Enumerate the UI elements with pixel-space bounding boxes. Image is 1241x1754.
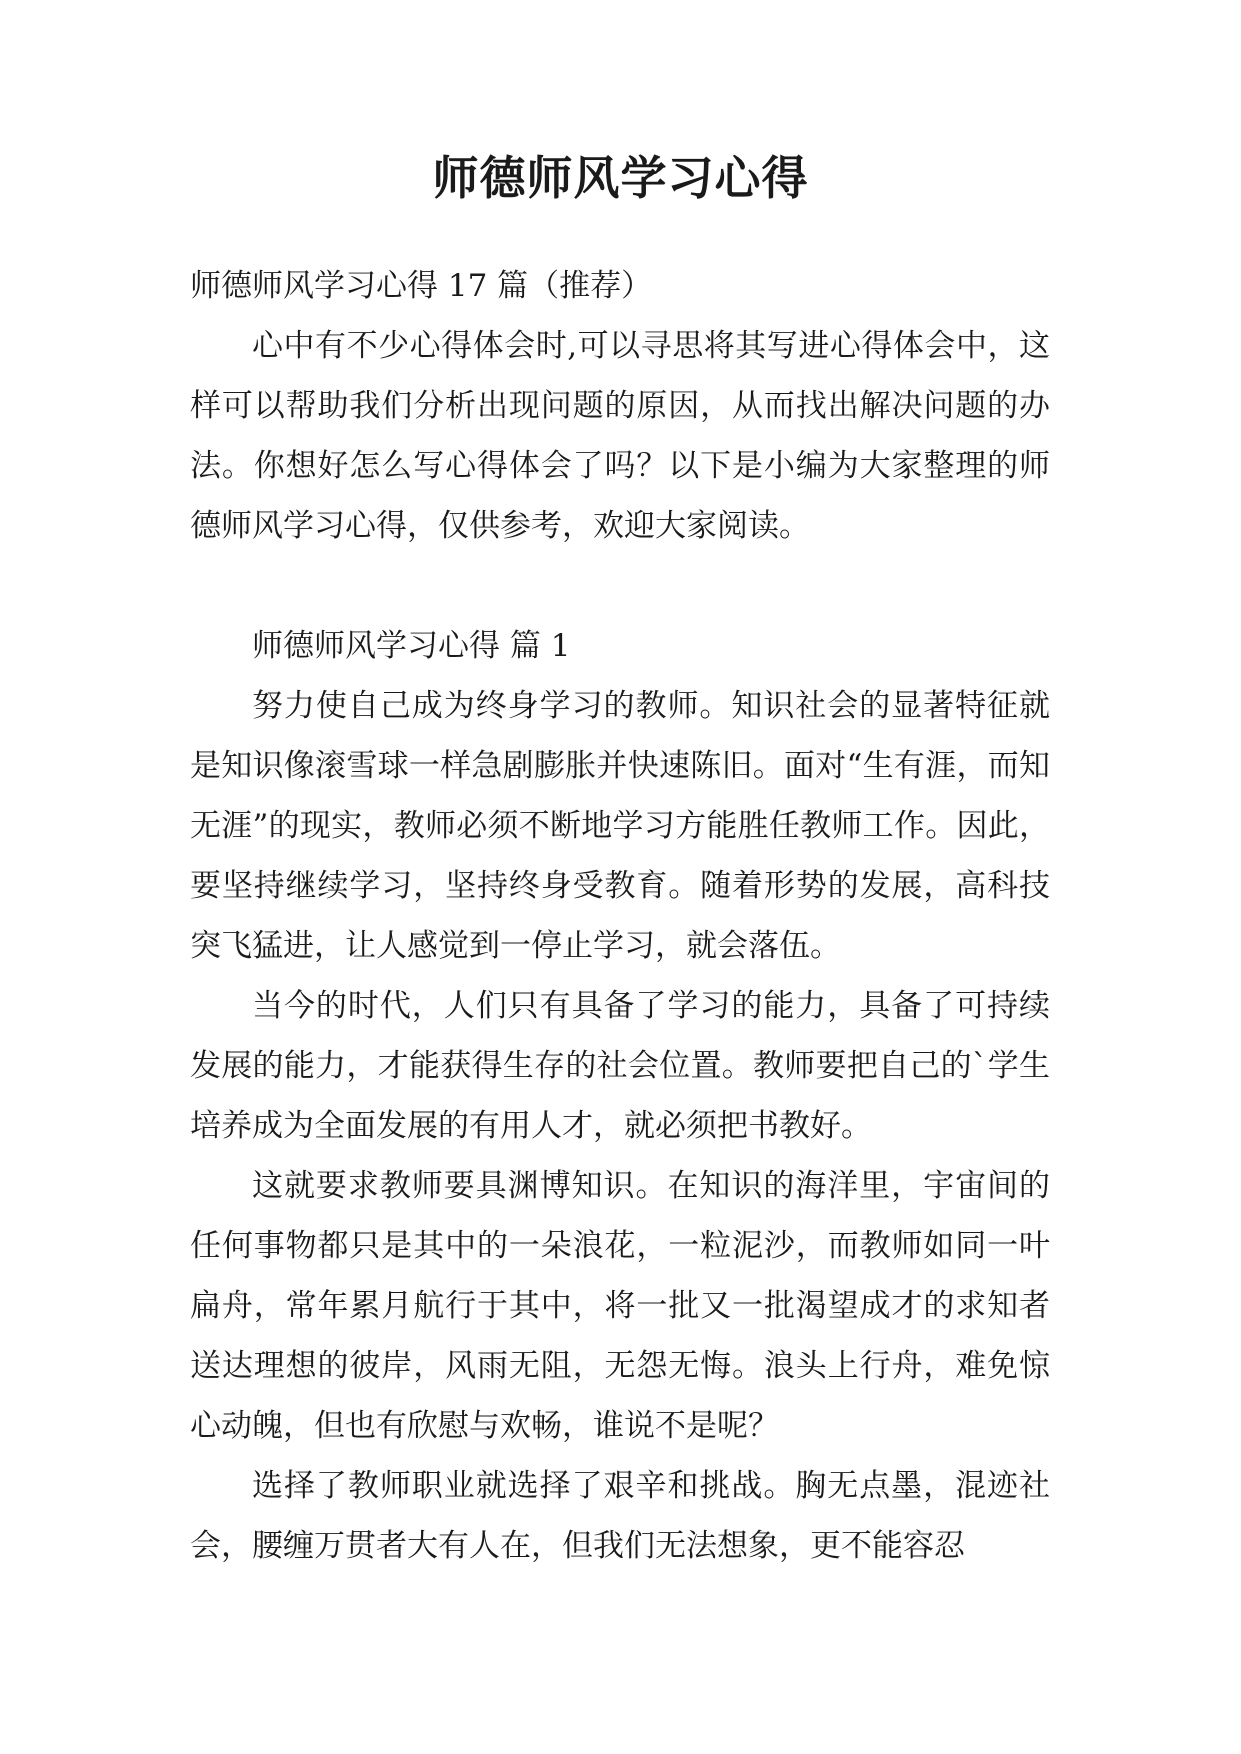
section-heading: 师德师风学习心得 篇 1 — [252, 628, 571, 664]
document-title: 师德师风学习心得 — [432, 151, 809, 205]
body-paragraph: 当今的时代，人们只有具备了学习的能力，具备了可持续发展的能力，才能获得生存的社会位置。教师要把自己的`学生培养成为全面发展的有用人才，就必须把书教好。 — [190, 988, 1050, 1144]
intro-paragraph: 心中有不少心得体会时,可以寻思将其写进心得体会中，这样可以帮助我们分析出现问题的原因，从而找出解决问题的办法。你想好怎么写心得体会了吗？以下是小编为大家整理的师德师风学习心得，仅供参考，欢迎大家阅读。 — [190, 328, 1050, 544]
body-paragraph: 选择了教师职业就选择了艰辛和挑战。胸无点墨，混迹社会，腰缠万贯者大有人在，但我们无法想象，更不能容忍 — [190, 1468, 1050, 1564]
document-subtitle: 师德师风学习心得 17 篇（推荐） — [190, 268, 653, 304]
body-paragraph: 这就要求教师要具渊博知识。在知识的海洋里，宇宙间的任何事物都只是其中的一朵浪花，一粒泥沙，而教师如同一叶扁舟，常年累月航行于其中，将一批又一批渴望成才的求知者送达理想的彼岸，风雨无阻，无怨无悔。浪头上行舟，难免惊心动魄，但也有欣慰与欢畅，谁说不是呢？ — [190, 1168, 1050, 1444]
body-paragraph: 努力使自己成为终身学习的教师。知识社会的显著特征就是知识像滚雪球一样急剧膨胀并快速陈旧。面对“生有涯，而知无涯”的现实，教师必须不断地学习方能胜任教师工作。因此，要坚持继续学习，坚持终身受教育。随着形势的发展，高科技突飞猛进，让人感觉到一停止学习，就会落伍。 — [190, 688, 1050, 964]
document-body — [190, 256, 1050, 1576]
